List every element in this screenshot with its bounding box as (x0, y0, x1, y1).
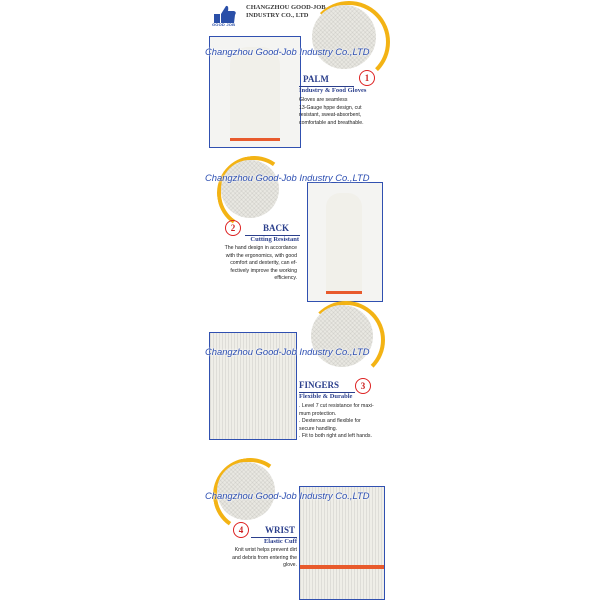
section-2-description: The hand design in accordance with the ergonomics, with good comfort and dexterity, can ef- fectively improve the working efficiency. (224, 245, 297, 282)
back-detail-circle (221, 160, 279, 218)
section-4-description: Knit wrist helps prevent dirt and debris from entering the glove. (232, 547, 297, 569)
fingers-detail-circle (311, 305, 373, 367)
section-back (205, 150, 397, 300)
section-1-description: Gloves are seamless 13-Gauge hppe design, cut resistant, sweat-absorbent, comfortable and breathable. (299, 97, 364, 126)
section-3-title: FINGERS (299, 380, 340, 390)
section-1-subtitle: Industry & Food Gloves (299, 87, 367, 94)
section-3-number: 3 (355, 378, 371, 394)
section-wrist (205, 452, 397, 600)
section-2-title: BACK (263, 223, 290, 233)
palm-detail-circle (312, 5, 376, 69)
section-4-number: 4 (233, 522, 249, 538)
company-line-1: CHANGZHOU GOOD-JOB (246, 4, 326, 11)
wrist-glove-photo (299, 486, 385, 600)
section-1-number: 1 (359, 70, 375, 86)
section-1-title: PALM (303, 74, 329, 84)
company-line-2: INDUSTRY CO., LTD (246, 12, 309, 19)
section-4-subtitle: Elastic Cuff (263, 538, 297, 545)
back-glove-photo (307, 182, 383, 302)
section-3-description: . Level 7 cut resistance for maxi- mum protection. . Dexterous and flexible for secure handling. . Fit to both right and left hands. (299, 403, 374, 440)
section-2-subtitle: Cutting Resistant (250, 236, 299, 243)
section-2-number: 2 (225, 220, 241, 236)
watermark-2: Changzhou Good-Job Industry Co.,LTD (205, 172, 370, 183)
watermark-4: Changzhou Good-Job Industry Co.,LTD (205, 490, 370, 501)
section-4-title: WRIST (265, 525, 296, 535)
logo-text: GOOD JOB (212, 22, 236, 27)
section-3-subtitle: Flexible & Durable (299, 393, 353, 400)
watermark-3: Changzhou Good-Job Industry Co.,LTD (205, 346, 370, 357)
watermark-1: Changzhou Good-Job Industry Co.,LTD (205, 46, 370, 57)
section-palm (205, 0, 397, 140)
section-fingers (205, 300, 397, 450)
